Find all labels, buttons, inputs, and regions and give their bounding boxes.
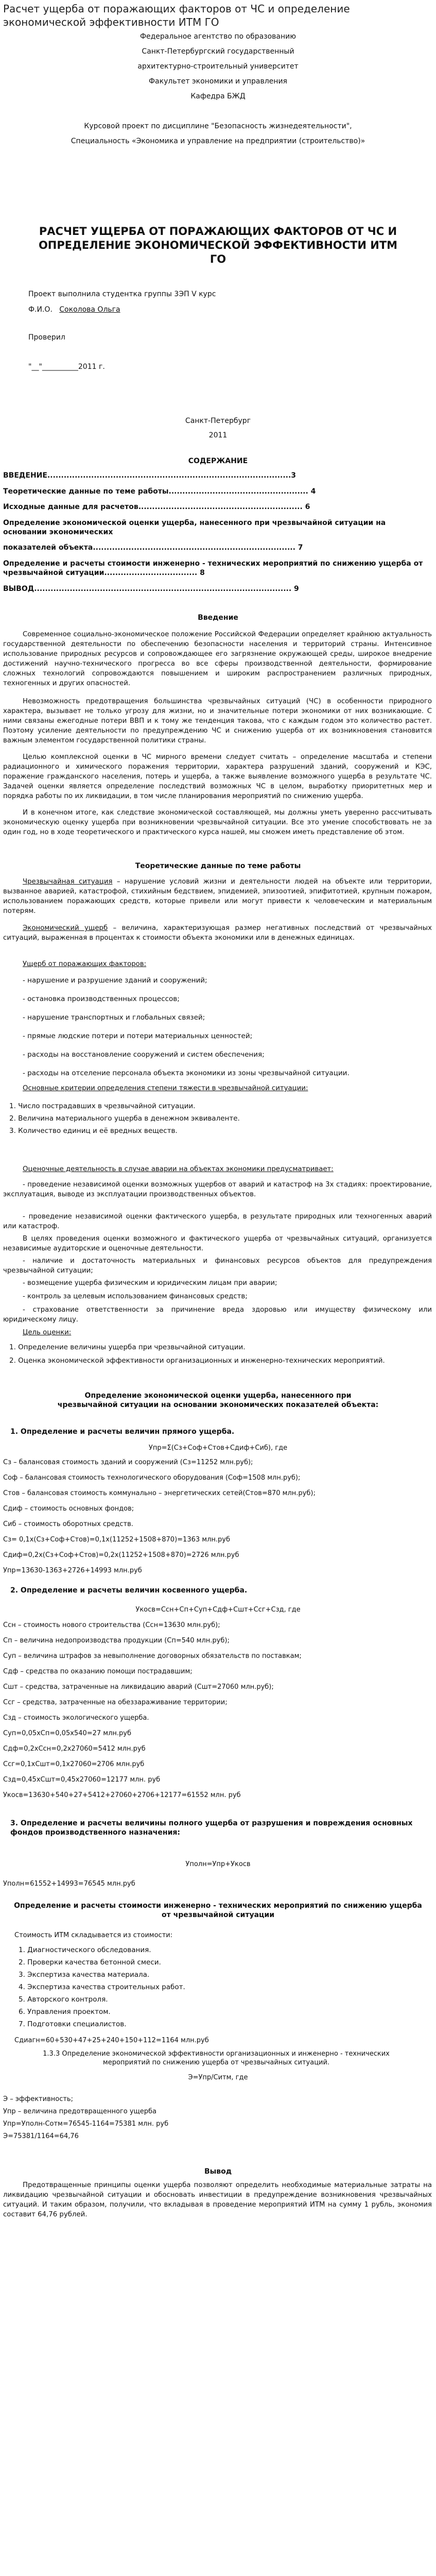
faculty-line: Факультет экономики и управления [149,77,287,86]
theory-definition [3,923,432,943]
city-line: Санкт-Петербург [185,417,251,425]
conclusion-paragraph: Предотвращенные принципы оценки ущерба позволяют определить необходимые материальные затраты на ликвидацию чрезвычайной ситуации и обосновать инвестиции в предупреждение возникновения чрезвычайных ситуаций. И таким образом, получили, что вкладывая в проведение мероприятий ИТМ на сумму 1 рубль, экономия составит 64,76 рублей. [3,2181,432,2218]
theory-paragraph: - проведение независимой оценки фактического ущерба, в результате природных или техногенных аварий или катастроф. [3,1213,432,1230]
list-item: 1. Число пострадавших в чрезвычайной ситуации. [9,1102,196,1110]
toc-item[interactable]: ВЫВОД.............................................................................................. 9 [3,585,299,593]
checked-line: Проверил [28,333,65,342]
list-item: - прямые людские потери и потери материальных ценностей; [23,1032,253,1040]
list-item: 4. Экспертиза качества строительных работ. [19,1983,185,1991]
intro-paragraph: И в конечном итоге, как следствие экономической составляющей, мы должны уметь уверенно рассчитывать экономическую оценку ущерба при возникновении чрезвычайной ситуации. Все это умение способствовать не за один год, но в ходе теоретического и практического курса нашей, мы сможем иметь представление об этом. [3,809,432,836]
theory-paragraph: - наличие и достаточность материальных и финансовых ресурсов объектов для предупреждения чрезвычайной ситуации; [3,1257,432,1275]
calc-line: Сзд – стоимость экологического ущерба. [3,1714,149,1722]
department-line: Кафедра БЖД [190,92,246,100]
theory-paragraph: Цель оценки: [23,1329,72,1336]
calc-line: Сдиф=0,2х(Сз+Соф+Стов)=0,2х(11252+1508+870)=2726 млн.руб [3,1551,239,1559]
theory-paragraph: Ущерб от поражающих факторов: [23,960,147,968]
calc-line: Сдиагн=60+530+47+25+240+150+112=1164 млн.руб [14,2037,209,2044]
calc-line: Сз – балансовая стоимость зданий и сооружений (Сз=11252 млн.руб); [3,1459,253,1466]
intro-paragraph: Современное социально-экономическое положение Российской Федерации определяет крайнюю актуальность государственной деятельности по обеспечению безопасности населения и территорий страны. Интенсивное использование природных ресурсов и сопровождающее его загрязнение окружающей среды, широкое внедрение достижений научно-технического прогресса во все сферы производственной деятельности, формирование сложных технологий сопровождаются повышением и широким распространением различных природных, техногенных и других опасностей. [3,631,432,687]
main-title: РАСЧЕТ УЩЕРБА ОТ ПОРАЖАЮЩИХ ФАКТОРОВ ОТ ЧС И ОПРЕДЕЛЕНИЕ ЭКОНОМИЧЕСКОЙ ЭФФЕКТИВНОСТИ ИТМ ГО [38,225,398,265]
itm-heading: Определение и расчеты стоимости инженерно - технических мероприятий по снижению ущерба от чрезвычайной ситуации [14,1902,422,1919]
agency-line: Федеральное агентство по образованию [139,32,297,41]
document-title: Расчет ущерба от поражающих факторов от ЧС и определение экономической эффективности ИТМ ГО [3,3,350,28]
calc-line: Стов – балансовая стоимость коммунально – энергетических сетей(Стов=870 млн.руб); [3,1489,316,1497]
calc-line: Упр – величина предотвращенного ущерба [3,2108,157,2115]
formula: Уполн=Упр+Укосв [185,1860,251,1868]
fio-value: Соколова Ольга [59,306,120,314]
theory-definition [3,877,432,916]
project-line: Курсовой проект по дисциплине "Безопасность жизнедеятельности", [84,122,352,130]
toc-heading: СОДЕРЖАНИЕ [188,457,248,465]
list-item: 3. Экспертиза качества материала. [19,1971,150,1979]
calc-line: Сшт – средства, затраченные на ликвидацию аварий (Сшт=27060 млн.руб); [3,1683,274,1691]
calc-line: Укосв=13630+540+27+5412+27060+2706+12177=61552 млн. руб [3,1791,241,1799]
theory-heading: Теоретические данные по теме работы [135,862,301,870]
subsection-heading: 1. Определение и расчеты величин прямого ущерба. [10,1428,235,1436]
list-item: 2. Оценка экономической эффективности организационных и инженерно-технических мероприятий. [9,1357,385,1365]
list-item: 7. Подготовки специалистов. [19,2020,127,2028]
list-item: - нарушение и разрушение зданий и сооружений; [23,976,207,985]
list-item: 5. Авторского контроля. [19,1995,108,2004]
toc-item[interactable]: ВВЕДЕНИЕ.........................................................................................3 [3,471,297,480]
calc-line: Сп – величина недопроизводства продукции (Сп=540 млн.руб); [3,1637,230,1645]
student-line: Проект выполнила студентка группы 3ЭП V курс [28,290,216,298]
toc-item[interactable]: Теоретические данные по теме работы................................................... 4 [3,487,316,496]
calc-line: Суп=0,05хСп=0,05х540=27 млн.руб [3,1730,131,1737]
theory-paragraph: В целях проведения оценки возможного и фактического ущерба от чрезвычайных ситуаций, организуется независимые аудиторские и оценочные деятельности. [3,1235,432,1252]
calc-line: Сиб – стоимость оборотных средств. [3,1520,133,1528]
list-item: 1. Определение величины ущерба при чрезвычайной ситуации. [9,1343,246,1351]
list-item: - расходы на восстановление сооружений и систем обеспечения; [23,1050,265,1059]
definition-text: – нарушение условий жизни и деятельности людей на объекте или территории, вызванное аварией, катастрофой, стихийным бедствием, эпидемией, эпизоотией, эпифитотией, крупным пожаром, использованием поражающих средств, которые привели или могут привести к человеческим и материальным потерям. [3,878,432,915]
subsection-heading: 3. Определение и расчеты величины полного ущерба от разрушения и повреждения основных фондов производственного назначения: [10,1819,413,1837]
intro-paragraph: Невозможность предотвращения большинства чрезвычайных ситуаций (ЧС) в особенности природного характера, вызывает не только угрозу для жизни, но и значительные потери экономики от них возникающие. С ними связаны ежегодные потери ВВП и к тому же тенденция такова, что с каждым годом это количество растет. Поэтому усиление деятельности по предупреждению ЧС и снижению ущерба от их возникновения становится важным элементом государственной политики страны. [3,698,432,744]
toc-item[interactable]: показателей объекта.......................................................................... 7 [3,544,303,552]
toc-item[interactable]: Определение и расчеты стоимости инженерно - технических мероприятий по снижению ущерба от чрезвычайной ситуации.................................. 8 [3,560,423,577]
fio-line [28,305,120,314]
term: Чрезвычайная ситуация [23,878,113,886]
theory-paragraph: - страхование ответственности за причинение вреда здоровью или имуществу физическому или юридическому лицу. [3,1306,432,1324]
calc-line: Ссг – средства, затраченные на обеззараживание территории; [3,1699,228,1706]
list-item: - остановка производственных процессов; [23,995,180,1003]
definition-text: – величина, характеризующая размер негативных последствий от чрезвычайных ситуаций, выраженная в процентах к стоимости объекта экономики или в денежных единицах. [3,924,432,942]
calc-line: Э – эффективность; [3,2095,73,2103]
calc-line: Уполн=61552+14993=76545 млн.руб [3,1880,135,1888]
calc-line: Соф – балансовая стоимость технологического оборудования (Соф=1508 млн.руб); [3,1474,301,1482]
calc-line: Сдиф – стоимость основных фондов; [3,1505,134,1513]
subsection-heading: 2. Определение и расчеты величин косвенного ущерба. [10,1586,248,1595]
list-item: 2. Величина материального ущерба в денежном эквиваленте. [9,1114,240,1123]
intro-paragraph: Целью комплексной оценки в ЧС мирного времени следует считать – определение масштаба и степени радиационного и химического поражения территории, характера разрушений зданий, сооружений и КЭС, поражение гражданского населения, потерь и ущерба, а также выявление возможного ущерба в результате ЧС. Задачей оценки является определение последствий возможных ЧС в целом, выработку приоритетных мер и порядка работы по их ликвидации, в том числе планирования мероприятий по снижению ущерба. [3,753,432,800]
calc-line: Ссн – стоимость нового строительства (Ссн=13630 млн.руб); [3,1621,220,1629]
intro-heading: Введение [198,614,238,622]
specialty-line: Специальность «Экономика и управление на предприятии (строительство)» [71,137,365,145]
theory-paragraph: - проведение независимой оценки возможных ущербов от аварий и катастроф на 3х стадиях: проектирование, эксплуатация, выводе из эксплуатации производственных объектов. [3,1181,432,1198]
calc-line: Упр=Уполн-Сотм=76545-1164=75381 млн. руб [3,2120,169,2128]
list-item: - расходы на отселение персонала объекта экономики из зоны чрезвычайной ситуации. [23,1069,350,1077]
calc-line: Сзд=0,45хСшт=0,45х27060=12177 млн. руб [3,1776,161,1784]
formula: Э=Упр/Ситм, где [188,2074,248,2081]
list-item: 1. Диагностического обследования. [19,1946,151,1954]
university-line: архитектурно-строительный университет [137,62,299,71]
subsection-title: 1.3.3 Определение экономической эффективности организационных и инженерно - технических мероприятий по снижению ущерба от чрезвычайных ситуаций. [43,2050,390,2066]
calc-line: Упр=13630-1363+2726+14993 млн.руб [3,1567,142,1574]
calc-heading: Определение экономической оценки ущерба, нанесенного при чрезвычайной ситуации на основании экономических показателей объекта: [57,1392,379,1409]
list-item: 3. Количество единиц и её вредных веществ. [9,1127,178,1135]
term: Экономический ущерб [23,924,108,932]
theory-paragraph: - возмещение ущерба физическим и юридическим лицам при аварии; [23,1279,277,1287]
itm-intro: Стоимость ИТМ складывается из стоимости: [14,1931,173,1939]
theory-paragraph: - контроль за целевым использованием финансовых средств; [23,1293,248,1300]
list-item: 2. Проверки качества бетонной смеси. [19,1958,161,1967]
toc-item[interactable]: Определение экономической оценки ущерба, нанесенного при чрезвычайной ситуации на основании экономических [3,519,386,536]
theory-paragraph: Оценочные деятельность в случае аварии на объектах экономики предусматривает: [23,1165,334,1173]
calc-line: Сдф – средства по оказанию помощи пострадавшим; [3,1668,193,1675]
date-line: "__"__________2011 г. [28,363,105,371]
list-item: - нарушение транспортных и глобальных связей; [23,1013,205,1022]
calc-line: Суп – величина штрафов за невыполнение договорных обязательств по поставкам; [3,1652,302,1660]
theory-paragraph: Основные критерии определения степени тяжести в чрезвычайной ситуации: [23,1084,308,1092]
list-item: 6. Управления проектом. [19,2008,111,2016]
calc-line: Ссг=0,1хСшт=0,1х27060=2706 млн.руб [3,1760,145,1768]
toc-item[interactable]: Исходные данные для расчетов............................................................ 6 [3,503,310,511]
calc-line: Э=75381/1164=64,76 [3,2132,79,2140]
year-line: 2011 [208,431,228,439]
calc-line: Сз= 0,1х(Сз+Соф+Стов)=0,1х(11252+1508+870)=1363 млн.руб [3,1536,230,1544]
formula: Укосв=Ссн+Сп+Суп+Сдф+Сшт+Ссг+Сзд, где [135,1606,301,1614]
fio-label: Ф.И.О. [28,306,53,314]
formula: Упр=Σ(Сз+Соф+Стов+Сдиф+Сиб), где [148,1444,288,1452]
calc-line: Сдф=0,2хСсн=0,2х27060=5412 млн.руб [3,1745,146,1753]
university-city-line: Санкт-Петербургский государственный [142,47,294,56]
conclusion-heading: Вывод [204,2167,232,2176]
